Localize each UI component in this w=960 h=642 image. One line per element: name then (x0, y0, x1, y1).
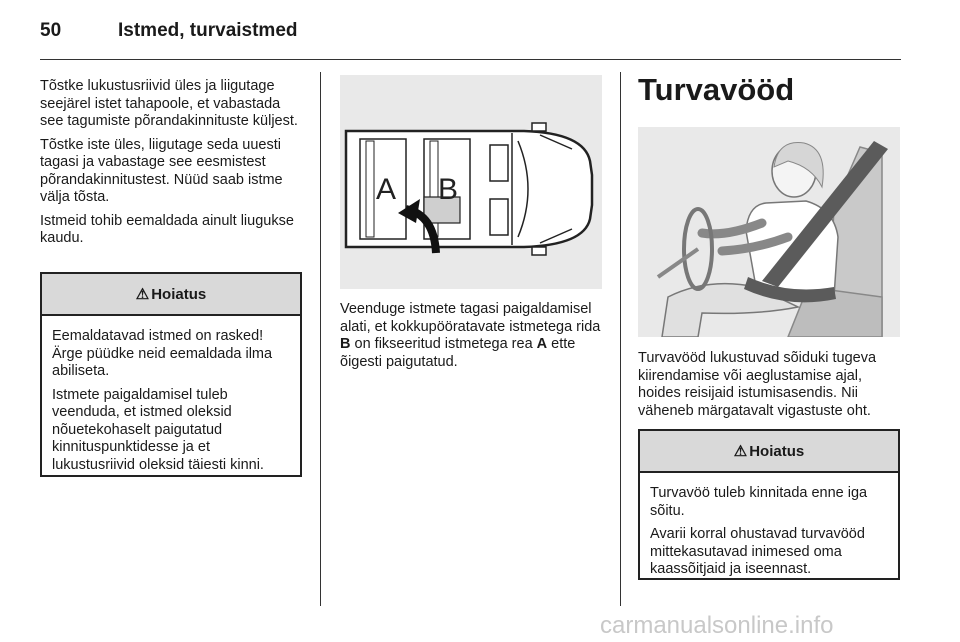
caption-bold: B (340, 336, 351, 352)
van-top-view-illustration (340, 75, 602, 289)
warning-header (42, 274, 300, 316)
caption-text: on fikseeritud istmetega rea (350, 336, 537, 352)
page-number: 50 (40, 20, 62, 41)
warning-paragraph: Eemaldatavad istmed on rasked! Ärge püüdke neid eemaldada ilma abiliseta. (52, 328, 273, 379)
section-title: Istmed, turvaistmed (118, 20, 298, 41)
warning-box-2 (638, 429, 900, 580)
warning-box-1 (40, 272, 302, 477)
warning-title: Hoiatus (151, 285, 207, 303)
caption-paragraph (340, 301, 602, 371)
warning-paragraph: Istmete paigaldamisel tuleb veenduda, et istmed oleksid nõuetekohaselt paigutatud kinnituspunktidesse ja et lukustusriivid oleksid täiesti kinni. (52, 386, 264, 473)
warning-paragraph: Turvavöö tuleb kinnitada enne iga sõitu. (650, 485, 868, 519)
caption-bold: A (536, 336, 548, 352)
caption-text: ette õigesti paigutatud. (340, 336, 576, 370)
row-label-a: A (376, 173, 397, 206)
column-divider-2 (620, 72, 621, 606)
header-rule (40, 59, 901, 60)
seatbelt-figure (638, 127, 900, 337)
row-label-b: B (438, 173, 459, 206)
paragraph: Tõstke lukustusriivid üles ja liigutage seejärel istet tahapoole, et vabastada see tagumiste põrandakinnituste küljest. (40, 78, 298, 129)
seated-woman-seatbelt-illustration (638, 127, 900, 337)
column-3-text (638, 350, 904, 426)
caption-text: Veenduge istmete tagasi paigaldamisel alati, et kokkupööratavate istmetega rida (340, 301, 601, 335)
warning-paragraph: Avarii korral ohustavad turvavööd mittekasutavad inimesed oma kaassõitjaid ja iseennast. (650, 526, 865, 577)
paragraph: Istmeid tohib eemaldada ainult liugukse kaudu. (40, 212, 294, 246)
warning-title: Hoiatus (749, 442, 805, 460)
column-1-text (40, 78, 306, 254)
warning-header (640, 431, 898, 473)
watermark: carmanualsonline.info (600, 612, 834, 639)
warning-triangle-icon: ⚠ (135, 286, 150, 303)
seat-layout-figure (340, 75, 602, 289)
paragraph: Turvavööd lukustuvad sõiduki tugeva kiirendamise või aeglustamise ajal, hoides reisijaid istumisasendis. Nii väheneb märgatavalt vigastuste oht. (638, 350, 877, 419)
figure-caption (340, 301, 602, 377)
warning-body (640, 473, 898, 579)
paragraph: Tõstke iste üles, liigutage seda uuesti tagasi ja vabastage see eesmistest põrandakinnitustest. Nüüd saab istme välja tõsta. (40, 136, 283, 205)
warning-body (42, 316, 300, 474)
page-header (0, 0, 960, 62)
section-heading: Turvavööd (638, 72, 795, 107)
column-divider-1 (320, 72, 321, 606)
warning-triangle-icon: ⚠ (733, 443, 748, 460)
